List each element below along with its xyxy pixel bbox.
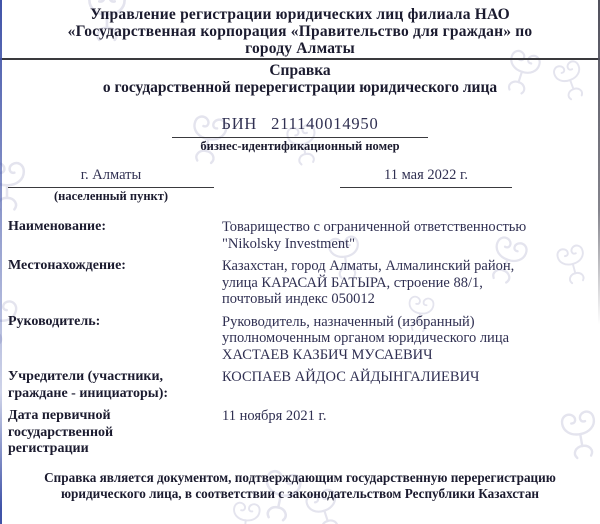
- bin-value: 211140014950: [271, 114, 379, 133]
- issuing-authority-line2: «Государственная корпорация «Правительство для граждан» по: [67, 23, 533, 40]
- left-edge-line: [0, 0, 2, 524]
- header-divider: [0, 58, 600, 60]
- bin-row: [8, 114, 592, 134]
- field-row-name: [8, 219, 592, 252]
- date-column: [340, 167, 512, 204]
- field-label-first-registration-date: Дата первичной государственной регистрации: [8, 408, 114, 456]
- place-date-row: [8, 167, 592, 204]
- field-label-founders: Учредители (участники, граждане - инициаторы):: [8, 369, 169, 401]
- place-caption: (населенный пункт): [53, 189, 169, 203]
- field-label-head: Руководитель:: [8, 313, 101, 329]
- field-value-first-registration-date: 11 ноября 2021 г.: [222, 408, 327, 424]
- ornament-watermark: [231, 502, 260, 524]
- document-title: [8, 62, 592, 96]
- field-row-founders: [8, 369, 592, 402]
- field-value-name: Товарищество с ограниченной ответственностью "Nikolsky Investment": [222, 219, 527, 252]
- field-value-location: Казахстан, город Алматы, Алмалинский район, улица КАРАСАЙ БАТЫРА, строение 88/1, почтовый индекс 050012: [222, 258, 515, 307]
- footer-note: [8, 470, 592, 502]
- field-row-head: [8, 314, 592, 364]
- field-row-location: [8, 258, 592, 308]
- fields-list: [8, 219, 592, 458]
- place-column: [8, 167, 214, 204]
- field-label-location: Местонахождение:: [8, 258, 126, 273]
- bin-caption: бизнес-идентификационный номер: [200, 139, 400, 153]
- date-underline: [340, 187, 512, 188]
- issuing-authority-heading: [8, 6, 592, 57]
- document-title-line2: о государственной перерегистрации юридического лица: [102, 79, 498, 96]
- bin-label: БИН: [221, 114, 258, 133]
- issuing-authority-line1: Управление регистрации юридических лиц филиала НАО: [90, 6, 510, 23]
- field-value-head: Руководитель, назначенный (избранный) уполномоченным органом юридического лица ХАСТАЕВ КАЗБИЧ МУСАЕВИЧ: [222, 313, 510, 363]
- footer-note-line2: юридического лица, в соответствии с законодательством Республики Казахстан: [60, 485, 540, 501]
- place-value: г. Алматы: [80, 167, 142, 183]
- bin-underline: [172, 137, 428, 138]
- place-underline: [8, 187, 214, 188]
- date-value: 11 мая 2022 г.: [384, 167, 468, 183]
- field-value-founders: КОСПАЕВ АЙДОС АЙДЫНГАЛИЕВИЧ: [222, 369, 480, 385]
- field-label-name: Наименование:: [8, 219, 106, 234]
- document-title-line1: Справка: [269, 62, 331, 79]
- field-row-first-registration-date: [8, 408, 592, 458]
- issuing-authority-line3: городу Алматы: [245, 40, 355, 57]
- footer-note-line1: Справка является документом, подтверждающим государственную перерегистрацию: [44, 469, 556, 485]
